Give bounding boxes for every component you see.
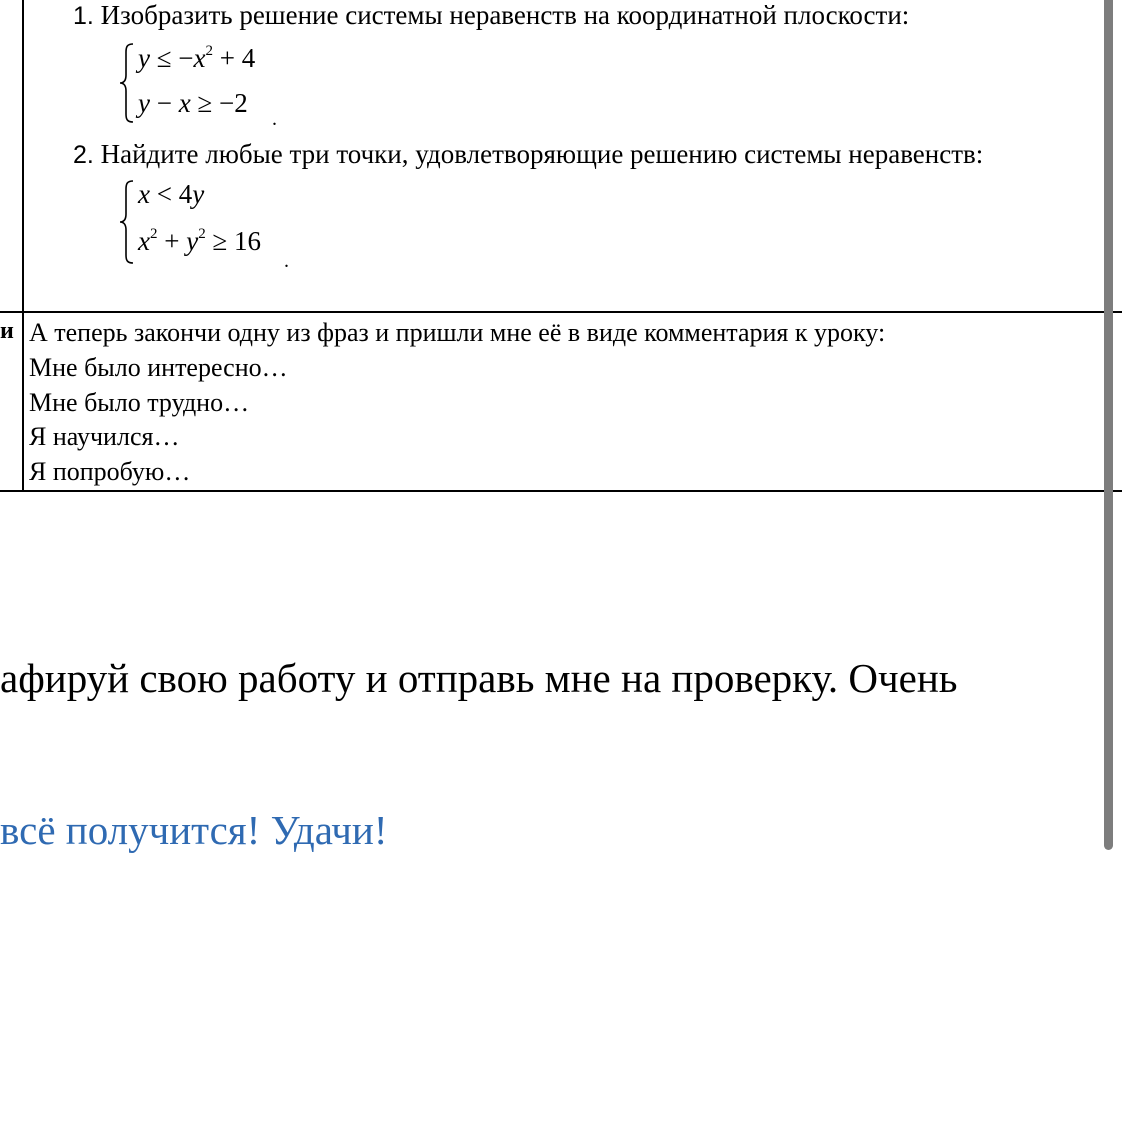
table-row-divider: [0, 311, 1122, 313]
task-1-inequality-1: $y \le -x^2 + 4$: [138, 43, 256, 73]
task-2-text: Найдите любые три точки, удовлетворяющие решению системы неравенств:: [100, 139, 984, 169]
reflection-prompt: А теперь закончи одну из фраз и пришли мне её в виде комментария к уроку:: [29, 318, 886, 347]
reflection-option-4: Я попробую…: [29, 457, 191, 486]
vertical-scrollbar[interactable]: [1104, 0, 1113, 850]
task-1: [73, 0, 909, 31]
reflection-option-3: Я научился…: [29, 422, 180, 451]
task-2-inequality-1: x < 4y: [138, 179, 205, 209]
reflection-left-fragment: и: [0, 318, 14, 344]
task-1-system: [116, 40, 316, 126]
system-brace: [116, 40, 138, 126]
system-brace: [116, 177, 138, 267]
reflection-option-1: Мне было интересно…: [29, 353, 288, 382]
reflection-option-2: Мне было трудно…: [29, 388, 250, 417]
task-2-trailing-period: .: [284, 250, 289, 272]
task-2-number: 2.: [73, 141, 94, 169]
task-1-inequality-2: y − x ≥ −2: [138, 88, 248, 118]
task-1-trailing-period: .: [272, 108, 277, 130]
task-2-inequality-2: $x^2 + y^2 \ge 16$: [138, 226, 262, 256]
task-1-number: 1.: [73, 2, 94, 30]
task-1-text: Изобразить решение системы неравенств на координатной плоскости:: [100, 0, 910, 30]
closing-instruction: афируй свою работу и отправь мне на проверку. Очень: [0, 655, 958, 701]
closing-encouragement: всё получится! Удачи!: [0, 807, 388, 853]
task-2: [73, 139, 983, 170]
table-bottom-border: [0, 490, 1122, 492]
table-column-divider: [22, 0, 24, 492]
